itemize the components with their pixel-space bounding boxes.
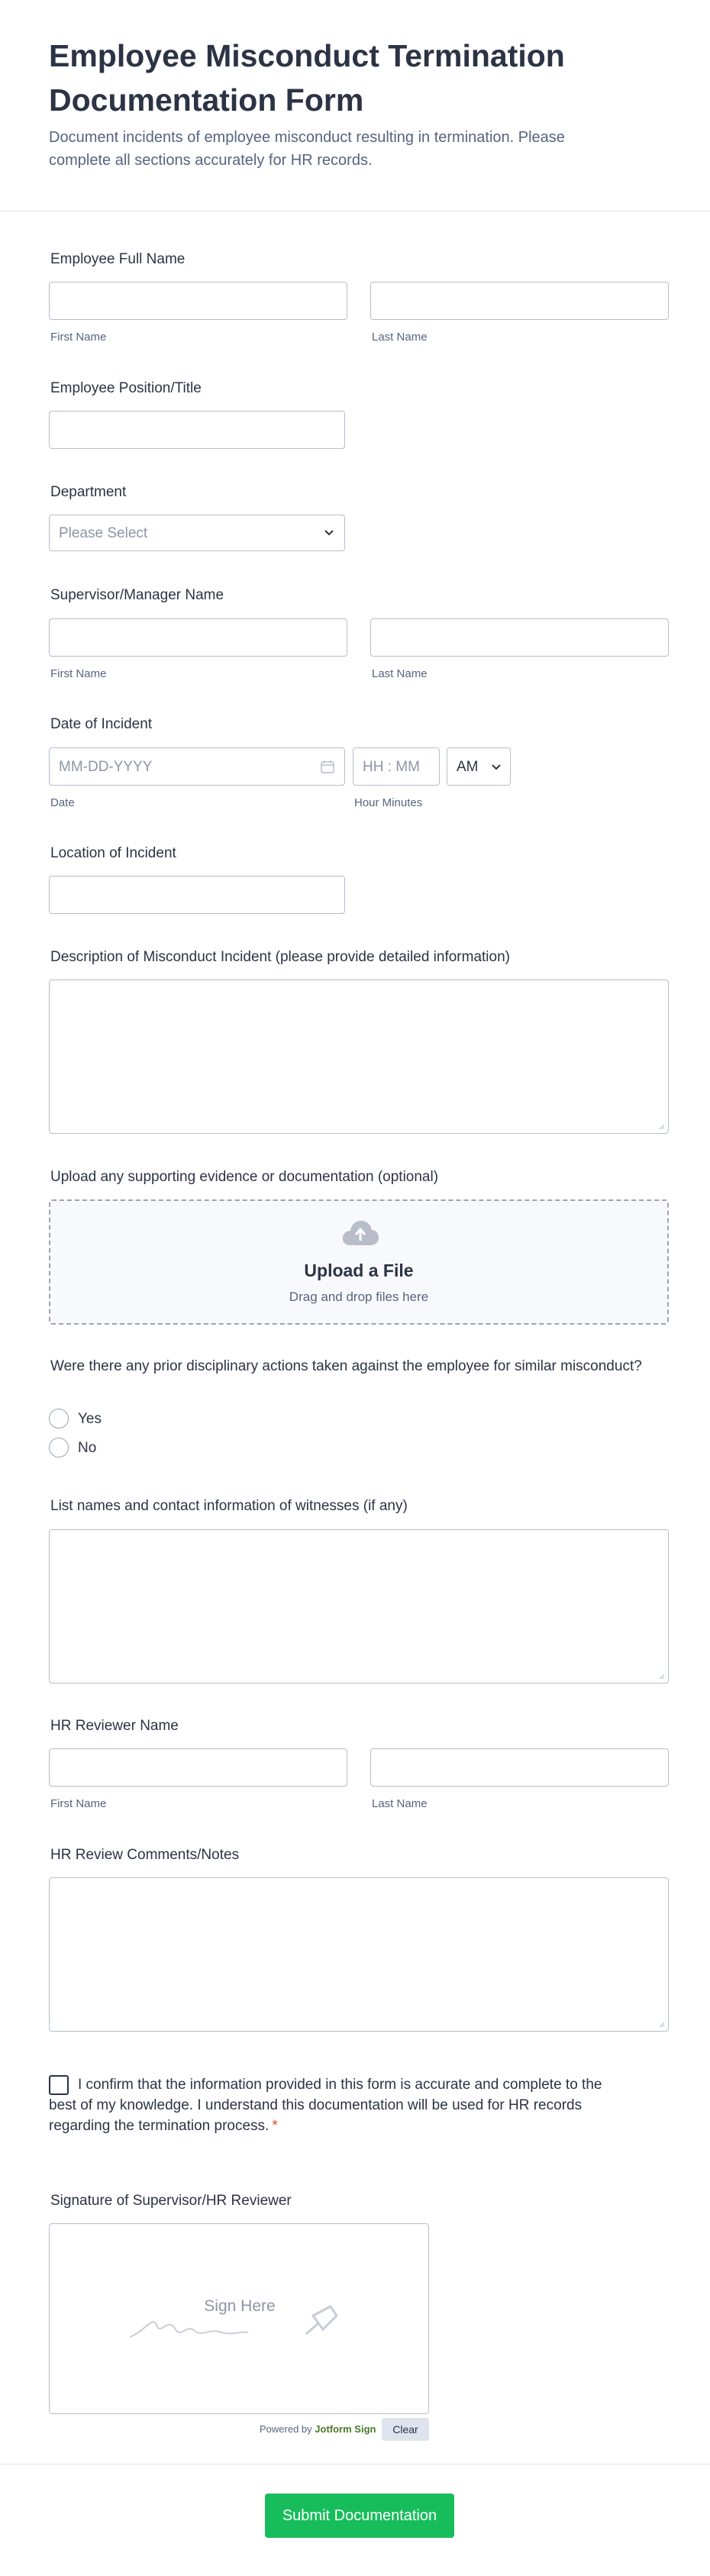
position-label: Employee Position/Title [50,380,202,396]
jotform-sign-brand: Jotform Sign [315,2423,376,2435]
ampm-value: AM [457,759,479,775]
department-select[interactable] [49,515,345,551]
supervisor-last-name-input[interactable] [370,618,669,657]
witnesses-label: List names and contact information of witnesses (if any) [50,1498,408,1514]
upload-label: Upload any supporting evidence or documentation (optional) [50,1169,439,1185]
cloud-upload-icon [340,1218,380,1248]
signature-pad[interactable] [49,2223,429,2414]
witnesses-textarea[interactable] [49,1529,669,1683]
powered-by-label [260,2423,376,2435]
clear-signature-button[interactable]: Clear [382,2418,429,2441]
resize-grip-icon[interactable] [657,2020,665,2028]
date-sublabel: Date [50,796,75,809]
supervisor-first-name-sublabel: First Name [50,667,107,680]
radio-label-no: No [78,1440,97,1456]
required-asterisk: * [272,2118,278,2134]
department-label: Department [50,484,127,500]
description-textarea[interactable] [49,980,669,1134]
upload-title: Upload a File [304,1261,414,1280]
employee-first-name-sublabel: First Name [50,331,107,344]
supervisor-last-name-sublabel: Last Name [372,667,428,680]
powered-by-prefix: Powered by [260,2423,312,2435]
hr-reviewer-label: HR Reviewer Name [50,1718,179,1734]
hr-reviewer-first-name-sublabel: First Name [50,1797,107,1810]
description-label: Description of Misconduct Incident (please provide detailed information) [50,949,510,965]
submit-button[interactable]: Submit Documentation [265,2494,454,2538]
radio-label-yes: Yes [78,1411,102,1427]
form-header [0,0,710,211]
location-label: Location of Incident [50,845,176,861]
supervisor-name-label: Supervisor/Manager Name [50,587,224,603]
hr-reviewer-first-name-input[interactable] [49,1748,347,1787]
sign-here-placeholder: Sign Here [204,2297,276,2315]
date-placeholder: MM-DD-YYYY [59,759,153,775]
employee-name-label: Employee Full Name [50,251,186,267]
supervisor-first-name-input[interactable] [49,618,347,657]
signature-label: Signature of Supervisor/HR Reviewer [50,2193,292,2209]
chevron-down-icon [490,762,502,773]
radio-button[interactable] [49,1409,69,1428]
hr-comments-textarea[interactable] [49,1877,669,2032]
resize-grip-icon[interactable] [657,1672,665,1680]
position-input[interactable] [49,411,345,449]
prior-actions-label: Were there any prior disciplinary actions taken against the employee for similar misconduct? [50,1358,642,1374]
employee-last-name-sublabel: Last Name [372,331,428,344]
hr-comments-label: HR Review Comments/Notes [50,1847,240,1863]
radio-button[interactable] [49,1438,69,1457]
time-sublabel: Hour Minutes [354,796,423,809]
time-placeholder: HH : MM [363,759,420,775]
incident-time-input[interactable] [353,747,440,786]
calendar-icon[interactable] [320,759,335,774]
ampm-select[interactable] [447,747,511,786]
incident-date-input[interactable] [49,747,345,786]
chevron-down-icon [323,528,335,538]
department-placeholder: Please Select [59,525,148,541]
employee-last-name-input[interactable] [370,282,669,320]
employee-first-name-input[interactable] [49,282,347,320]
location-input[interactable] [49,876,345,914]
hr-reviewer-last-name-sublabel: Last Name [372,1797,428,1810]
upload-hint: Drag and drop files here [289,1290,429,1304]
confirmation-statement: I confirm that the information provided in this form is accurate and complete to the best of my knowledge. I understand this documentation will be used for HR records regarding the termination process. [49,2077,602,2134]
footer-divider [0,2464,710,2465]
form-title: Employee Misconduct Termination Documentation Form [49,38,565,118]
form-subtitle: Document incidents of employee misconduct resulting in termination. Please complete all sections accurately for HR records. [49,129,565,169]
signature-scribble-icon [126,2300,355,2346]
resize-grip-icon[interactable] [657,1122,665,1130]
incident-date-label: Date of Incident [50,716,153,732]
confirmation-text [49,2074,606,2136]
file-upload-dropzone[interactable] [49,1199,669,1325]
hr-reviewer-last-name-input[interactable] [370,1748,669,1787]
